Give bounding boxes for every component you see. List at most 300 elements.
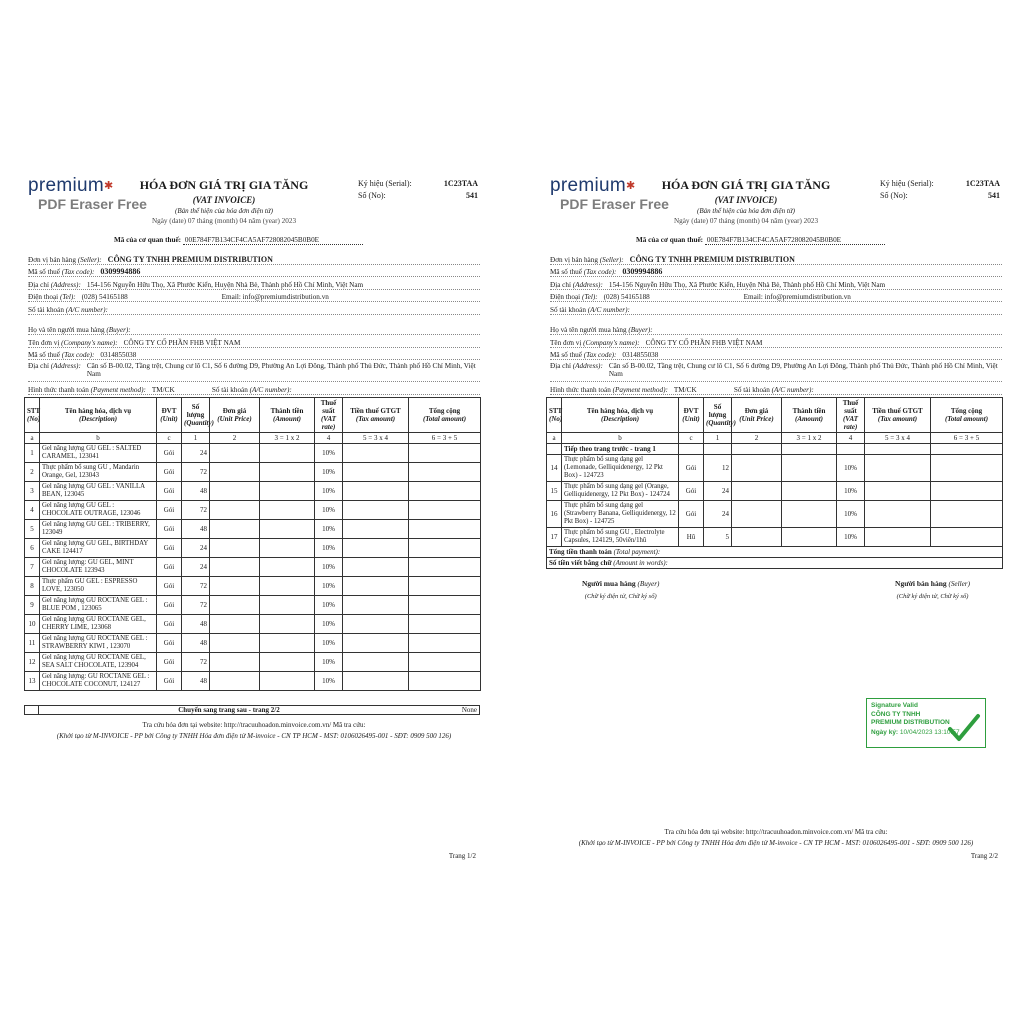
item-vat-rate: 10% bbox=[837, 454, 865, 481]
buyer-address-line bbox=[550, 360, 1002, 382]
item-total-amount bbox=[931, 500, 1003, 527]
item-description: Thực phẩm bổ sung GU , Electrolyte Capsules, 124129, 50viên/1hũ bbox=[562, 527, 679, 546]
table-header bbox=[25, 397, 481, 432]
item-unit-price bbox=[732, 481, 782, 500]
invoice-header bbox=[24, 170, 484, 250]
item-quantity: 48 bbox=[182, 671, 210, 690]
item-unit-price bbox=[210, 538, 260, 557]
seller-account-label-en: (A/C number): bbox=[65, 305, 108, 314]
seller-phone-label: Điện thoại bbox=[550, 293, 581, 301]
seller-section bbox=[24, 252, 484, 315]
item-vat-rate: 10% bbox=[315, 633, 343, 652]
item-tax-amount bbox=[343, 652, 409, 671]
table-row bbox=[25, 500, 481, 519]
seller-name: CÔNG TY TNHH PREMIUM DISTRIBUTION bbox=[629, 254, 795, 264]
item-amount bbox=[260, 633, 315, 652]
item-unit-price bbox=[210, 633, 260, 652]
signature-date: 10/04/2023 13:10:57 bbox=[899, 729, 960, 736]
item-no: 12 bbox=[25, 652, 40, 671]
item-unit: Gói bbox=[157, 462, 182, 481]
item-total-amount bbox=[409, 500, 481, 519]
buyer-person-label-en: (Buyer): bbox=[628, 326, 653, 334]
buyer-account-label: Số tài khoản bbox=[211, 385, 248, 394]
number-value: 541 bbox=[988, 191, 1000, 200]
continued-text: Tiếp theo trang trước - trang 1 bbox=[562, 443, 679, 454]
item-quantity: 5 bbox=[704, 527, 732, 546]
item-unit: Gói bbox=[157, 614, 182, 633]
col-description: Tên hàng hóa, dịch vụ (Description) bbox=[40, 397, 157, 432]
col-total-amount: Tổng cộng (Total amount) bbox=[409, 397, 481, 432]
buyer-address-label-en: (Address): bbox=[572, 362, 603, 370]
seller-address-label: Địa chỉ bbox=[28, 280, 49, 289]
buyer-sign-label-en: (Buyer) bbox=[637, 579, 660, 588]
title-block bbox=[94, 178, 354, 225]
item-description: Gel năng lượng GU ROCTANE GEL : BLUE POM , 123065 bbox=[40, 595, 157, 614]
item-no: 16 bbox=[547, 500, 562, 527]
seller-name-label: Đơn vị bán hàng bbox=[550, 255, 598, 264]
seller-tax-label: Mã số thuế bbox=[550, 268, 582, 276]
seller-account-label-en: (A/C number): bbox=[587, 305, 630, 314]
buyer-company-line bbox=[550, 335, 1002, 348]
seller-email: Email: info@premiumdistribution.vn bbox=[221, 293, 329, 301]
item-total-amount bbox=[931, 454, 1003, 481]
lookup-text: Tra cứu hóa đơn tại website: http://tracuuhoadon.minvoice.com.vn/ Mã tra cứu: bbox=[664, 828, 888, 836]
item-unit-price bbox=[210, 671, 260, 690]
item-total-amount bbox=[409, 595, 481, 614]
buyer-address: Căn số B-00.02, Tầng trệt, Chung cư lô C1, Số 6 đường D9, Phường An Lợi Đông, Thành phố Thủ Đức, Thành phố Hồ Chí Minh, Việt Nam bbox=[608, 362, 998, 378]
signature-valid-company: CÔNG TY TNHH PREMIUM DISTRIBUTION bbox=[871, 711, 950, 726]
item-unit: Gói bbox=[157, 500, 182, 519]
item-unit: Hũ bbox=[679, 527, 704, 546]
number-label: Số (No): bbox=[880, 191, 908, 200]
col-tax-amount: Tiền thuế GTGT (Tax amount) bbox=[865, 397, 931, 432]
seller-phone-label-en: (Tel): bbox=[581, 293, 598, 301]
item-unit: Gói bbox=[679, 481, 704, 500]
payment-method-label-en: (Payment method): bbox=[612, 385, 668, 394]
buyer-tax-line bbox=[550, 348, 1002, 361]
item-amount bbox=[260, 481, 315, 500]
col-quantity: Số lượng (Quantity) bbox=[182, 397, 210, 432]
buyer-tax-label-en: (Tax code): bbox=[583, 351, 617, 359]
item-description: Gel năng lượng GU GEL, BIRTHDAY CAKE 124417 bbox=[40, 538, 157, 557]
item-vat-rate: 10% bbox=[837, 527, 865, 546]
item-unit-price bbox=[210, 481, 260, 500]
buyer-tax-label: Mã số thuế bbox=[28, 351, 60, 359]
item-description: Gel năng lượng GU ROCTANE GEL, SEA SALT CHOCOLATE, 123904 bbox=[40, 652, 157, 671]
seller-phone-line bbox=[28, 290, 480, 303]
seller-signature bbox=[895, 579, 970, 600]
buyer-address-label: Địa chỉ bbox=[550, 362, 571, 370]
checkmark-icon bbox=[947, 713, 981, 743]
item-vat-rate: 10% bbox=[315, 481, 343, 500]
table-row bbox=[25, 652, 481, 671]
col-unit-price: Đơn giá (Unit Price) bbox=[732, 397, 782, 432]
item-total-amount bbox=[931, 481, 1003, 500]
item-no: 4 bbox=[25, 500, 40, 519]
buyer-person-label-en: (Buyer): bbox=[106, 326, 131, 334]
item-unit-price bbox=[210, 519, 260, 538]
buyer-payment-line bbox=[28, 382, 480, 395]
buyer-address-line bbox=[28, 360, 480, 382]
item-unit: Gói bbox=[157, 557, 182, 576]
item-quantity: 24 bbox=[182, 443, 210, 462]
seller-phone-label: Điện thoại bbox=[28, 293, 59, 301]
payment-method-label: Hình thức thanh toán bbox=[550, 385, 611, 394]
item-quantity: 72 bbox=[182, 595, 210, 614]
invoice-title: HÓA ĐƠN GIÁ TRỊ GIA TĂNG bbox=[139, 178, 309, 192]
buyer-section bbox=[24, 323, 484, 395]
total-payment-row bbox=[547, 546, 1003, 557]
item-tax-amount bbox=[865, 454, 931, 481]
payment-method: TM/CK bbox=[151, 385, 175, 394]
buyer-signature bbox=[582, 579, 659, 600]
payment-method-label-en: (Payment method): bbox=[90, 385, 146, 394]
item-total-amount bbox=[409, 652, 481, 671]
total-payment-label: Tổng tiền thanh toán bbox=[549, 547, 612, 556]
serial-block bbox=[358, 178, 478, 202]
buyer-address: Căn số B-00.02, Tầng trệt, Chung cư lô C1, Số 6 đường D9, Phường An Lợi Đông, Thành phố Thủ Đức, Thành phố Hồ Chí Minh, Việt Nam bbox=[86, 362, 476, 378]
item-tax-amount bbox=[343, 614, 409, 633]
item-vat-rate: 10% bbox=[315, 538, 343, 557]
seller-address-label-en: (Address): bbox=[572, 280, 603, 289]
page-number: Trang 2/2 bbox=[970, 852, 998, 860]
logo-brand: premium bbox=[550, 175, 627, 196]
item-tax-amount bbox=[343, 519, 409, 538]
carry-over-row bbox=[24, 705, 480, 715]
item-tax-amount bbox=[865, 481, 931, 500]
item-unit: Gói bbox=[157, 633, 182, 652]
item-quantity: 72 bbox=[182, 500, 210, 519]
item-amount bbox=[260, 462, 315, 481]
amount-words-label: Số tiền viết bằng chữ bbox=[549, 558, 612, 567]
item-quantity: 48 bbox=[182, 519, 210, 538]
seller-section bbox=[546, 252, 1006, 315]
item-no: 9 bbox=[25, 595, 40, 614]
item-no: 1 bbox=[25, 443, 40, 462]
item-unit: Gói bbox=[157, 671, 182, 690]
item-total-amount bbox=[409, 633, 481, 652]
item-unit-price bbox=[210, 576, 260, 595]
seller-name-label-en: (Seller): bbox=[77, 255, 102, 264]
table-row bbox=[25, 671, 481, 690]
item-description: Gel năng lượng GU GEL : VANILLA BEAN, 123045 bbox=[40, 481, 157, 500]
item-description: Thực phẩm bổ sung dạng gel (Strawberry Banana, Gelliquidenergy, 12 Pkt Box) - 124725 bbox=[562, 500, 679, 527]
invoice-title-en: (VAT INVOICE) bbox=[192, 195, 256, 205]
watermark-text: PDF Eraser Free bbox=[560, 196, 669, 212]
item-description: Gel năng lượng GU ROCTANE GEL, CHERRY LIME, 123068 bbox=[40, 614, 157, 633]
tax-authority-code bbox=[636, 236, 885, 245]
table-row bbox=[547, 481, 1003, 500]
item-description: Thực phẩm bổ sung GU , Mandarin Orange, Gel, 123043 bbox=[40, 462, 157, 481]
index-row: a b c 1 2 3 = 1 x 2 4 5 = 3 x 4 6 = 3 + 5 bbox=[547, 432, 1003, 443]
item-amount bbox=[260, 576, 315, 595]
table-row bbox=[547, 527, 1003, 546]
item-description: Gel năng lượng: GU GEL, MINT CHOCOLATE 123943 bbox=[40, 557, 157, 576]
item-tax-amount bbox=[343, 576, 409, 595]
seller-name-label: Đơn vị bán hàng bbox=[28, 255, 76, 264]
buyer-tax: 0314855038 bbox=[100, 351, 137, 359]
watermark-text: PDF Eraser Free bbox=[38, 196, 147, 212]
item-description: Gel năng lượng GU ROCTANE GEL : STRAWBERRY KIWI , 123070 bbox=[40, 633, 157, 652]
item-description: Thực phẩm bổ sung dạng gel (Orange, Gelliquidenergy, 12 Pkt Box) - 124724 bbox=[562, 481, 679, 500]
item-no: 13 bbox=[25, 671, 40, 690]
invoice-title: HÓA ĐƠN GIÁ TRỊ GIA TĂNG bbox=[661, 178, 831, 192]
seller-account-line bbox=[28, 302, 480, 315]
item-no: 17 bbox=[547, 527, 562, 546]
seller-sign-label-en: (Seller) bbox=[948, 579, 970, 588]
item-vat-rate: 10% bbox=[315, 576, 343, 595]
serial-label: Ký hiệu (Serial): bbox=[358, 179, 412, 188]
item-description: Gel năng lượng GU GEL : TRIBERRY, 123049 bbox=[40, 519, 157, 538]
seller-address: 154-156 Nguyễn Hữu Thọ, Xã Phước Kiển, Huyện Nhà Bè, Thành phố Hồ Chí Minh, Việt Nam bbox=[608, 280, 886, 289]
buyer-company-label-en: (Company's name): bbox=[61, 338, 118, 347]
buyer-company: CÔNG TY CỔ PHẦN FHB VIỆT NAM bbox=[645, 338, 763, 347]
signature-area bbox=[546, 579, 1006, 600]
item-tax-amount bbox=[343, 481, 409, 500]
invoice-subtitle: (Bản thể hiện của hóa đơn điện tử) bbox=[175, 207, 273, 215]
item-unit-price bbox=[210, 462, 260, 481]
item-amount bbox=[782, 454, 837, 481]
buyer-company: CÔNG TY CỔ PHẦN FHB VIỆT NAM bbox=[123, 338, 241, 347]
item-no: 2 bbox=[25, 462, 40, 481]
item-total-amount bbox=[931, 527, 1003, 546]
item-amount bbox=[260, 557, 315, 576]
invoice-title-en: (VAT INVOICE) bbox=[714, 195, 778, 205]
seller-sign-label: Người bán hàng bbox=[895, 578, 947, 588]
tax-authority-value: 00E784F7B134CF4CA5AF728082045B0B0E bbox=[705, 236, 885, 245]
carry-over-value: None bbox=[461, 705, 477, 714]
table-row bbox=[25, 614, 481, 633]
item-quantity: 72 bbox=[182, 462, 210, 481]
item-total-amount bbox=[409, 481, 481, 500]
serial-label: Ký hiệu (Serial): bbox=[880, 179, 934, 188]
item-unit-price bbox=[210, 595, 260, 614]
table-row bbox=[25, 576, 481, 595]
seller-phone: (028) 54165188 bbox=[81, 293, 128, 301]
item-unit: Gói bbox=[157, 481, 182, 500]
col-stt: STT (No) bbox=[547, 397, 562, 432]
item-vat-rate: 10% bbox=[315, 595, 343, 614]
seller-account-label: Số tài khoản bbox=[28, 305, 64, 314]
item-total-amount bbox=[409, 671, 481, 690]
seller-name: CÔNG TY TNHH PREMIUM DISTRIBUTION bbox=[107, 254, 273, 264]
invoice-date: Ngày (date) 07 tháng (month) 04 năm (year) 2023 bbox=[673, 217, 819, 225]
continued-row bbox=[547, 443, 1003, 454]
buyer-tax-label-en: (Tax code): bbox=[61, 351, 95, 359]
item-tax-amount bbox=[865, 527, 931, 546]
item-amount bbox=[260, 614, 315, 633]
signature-date-label: Ngày ký: bbox=[871, 729, 899, 736]
item-description: Gel năng lượng: GU ROCTANE GEL : CHOCOLATE COCONUT, 124127 bbox=[40, 671, 157, 690]
buyer-tax: 0314855038 bbox=[622, 351, 659, 359]
item-no: 7 bbox=[25, 557, 40, 576]
buyer-account-label: Số tài khoản bbox=[733, 385, 770, 394]
item-vat-rate: 10% bbox=[837, 481, 865, 500]
item-no: 5 bbox=[25, 519, 40, 538]
seller-tax: 0309994886 bbox=[622, 267, 663, 276]
col-unit: ĐVT (Unit) bbox=[679, 397, 704, 432]
invoice-header bbox=[546, 170, 1006, 250]
buyer-person-line bbox=[550, 323, 1002, 336]
item-unit-price bbox=[732, 500, 782, 527]
title-block bbox=[616, 178, 876, 225]
col-unit: ĐVT (Unit) bbox=[157, 397, 182, 432]
item-tax-amount bbox=[343, 633, 409, 652]
tax-authority-label: Mã của cơ quan thuế: bbox=[636, 236, 704, 244]
item-total-amount bbox=[409, 557, 481, 576]
provider-text: (Khởi tạo từ M-INVOICE - PP bởi Công ty TNHH Hóa đơn điện tử M-invoice - CN TP HCM - MST: 0106026495-001 - SĐT: 0909 500 126) bbox=[578, 839, 974, 847]
col-amount: Thành tiền (Amount) bbox=[260, 397, 315, 432]
item-quantity: 72 bbox=[182, 576, 210, 595]
amount-words-label-en: (Amount in words): bbox=[613, 558, 668, 567]
seller-tax-label: Mã số thuế bbox=[28, 268, 60, 276]
item-total-amount bbox=[409, 538, 481, 557]
item-amount bbox=[782, 527, 837, 546]
item-no: 10 bbox=[25, 614, 40, 633]
seller-name-line bbox=[28, 252, 480, 265]
items-table bbox=[24, 397, 481, 691]
item-quantity: 48 bbox=[182, 481, 210, 500]
buyer-company-label: Tên đơn vị bbox=[28, 338, 60, 347]
item-amount bbox=[782, 481, 837, 500]
table-row bbox=[25, 462, 481, 481]
item-description: Gel năng lượng GU GEL : CHOCOLATE OUTRAGE, 123046 bbox=[40, 500, 157, 519]
item-unit-price bbox=[732, 527, 782, 546]
item-unit: Gói bbox=[157, 576, 182, 595]
item-unit-price bbox=[210, 443, 260, 462]
col-amount: Thành tiền (Amount) bbox=[782, 397, 837, 432]
seller-address-label: Địa chỉ bbox=[550, 280, 571, 289]
tax-authority-value: 00E784F7B134CF4CA5AF728082045B0B0E bbox=[183, 236, 363, 245]
item-amount bbox=[260, 443, 315, 462]
item-quantity: 24 bbox=[704, 481, 732, 500]
col-vat-rate: Thuế suất (VAT rate) bbox=[837, 397, 865, 432]
seller-phone: (028) 54165188 bbox=[603, 293, 650, 301]
item-tax-amount bbox=[343, 595, 409, 614]
item-unit-price bbox=[210, 557, 260, 576]
item-description: Thực phẩm bổ sung dạng gel (Lemonade, Gelliquidenergy, 12 Pkt Box) - 124723 bbox=[562, 454, 679, 481]
item-amount bbox=[260, 671, 315, 690]
item-vat-rate: 10% bbox=[315, 614, 343, 633]
buyer-company-line bbox=[28, 335, 480, 348]
col-stt: STT (No) bbox=[25, 397, 40, 432]
seller-name-label-en: (Seller): bbox=[599, 255, 624, 264]
item-tax-amount bbox=[343, 671, 409, 690]
item-unit-price bbox=[732, 454, 782, 481]
tax-authority-label: Mã của cơ quan thuế: bbox=[114, 236, 182, 244]
buyer-sign-label: Người mua hàng bbox=[582, 578, 636, 588]
buyer-account-label-en: (A/C number): bbox=[249, 385, 292, 394]
col-description: Tên hàng hóa, dịch vụ (Description) bbox=[562, 397, 679, 432]
buyer-payment-line bbox=[550, 382, 1002, 395]
number-value: 541 bbox=[466, 191, 478, 200]
item-quantity: 24 bbox=[182, 557, 210, 576]
item-total-amount bbox=[409, 576, 481, 595]
col-vat-rate: Thuế suất (VAT rate) bbox=[315, 397, 343, 432]
table-row bbox=[25, 538, 481, 557]
buyer-person-line bbox=[28, 323, 480, 336]
seller-phone-line bbox=[550, 290, 1002, 303]
item-amount bbox=[782, 500, 837, 527]
item-tax-amount bbox=[865, 500, 931, 527]
item-tax-amount bbox=[343, 443, 409, 462]
buyer-section bbox=[546, 323, 1006, 395]
item-tax-amount bbox=[343, 462, 409, 481]
seller-address-line bbox=[28, 277, 480, 290]
item-description: Gel năng lượng GU GEL : SALTED CARAMEL, 123041 bbox=[40, 443, 157, 462]
lookup-text: Tra cứu hóa đơn tại website: http://tracuuhoadon.minvoice.com.vn/ Mã tra cứu: bbox=[142, 720, 366, 729]
serial-block bbox=[880, 178, 1000, 202]
item-vat-rate: 10% bbox=[315, 500, 343, 519]
seller-address-line bbox=[550, 277, 1002, 290]
item-no: 3 bbox=[25, 481, 40, 500]
amount-words-row bbox=[547, 557, 1003, 568]
item-unit: Gói bbox=[157, 538, 182, 557]
table-header bbox=[547, 397, 1003, 432]
buyer-address-label-en: (Address): bbox=[50, 362, 81, 370]
tax-authority-code bbox=[114, 236, 363, 245]
item-amount bbox=[260, 652, 315, 671]
items-table bbox=[546, 397, 1003, 569]
seller-sign-note: (Chữ ký điện tử, Chữ ký số) bbox=[896, 592, 969, 600]
seller-tax-label-en: (Tax code): bbox=[583, 268, 617, 276]
provider-text: (Khởi tạo từ M-INVOICE - PP bởi Công ty TNHH Hóa đơn điện tử M-invoice - CN TP HCM - MST: 0106026495-001 - SĐT: 0909 500 126) bbox=[56, 731, 452, 740]
item-no: 6 bbox=[25, 538, 40, 557]
logo-star-icon: ✱ bbox=[104, 180, 114, 192]
item-total-amount bbox=[409, 462, 481, 481]
item-unit-price bbox=[210, 614, 260, 633]
item-vat-rate: 10% bbox=[315, 462, 343, 481]
item-quantity: 48 bbox=[182, 633, 210, 652]
seller-tax-label-en: (Tax code): bbox=[61, 268, 95, 276]
signature-valid-stamp bbox=[866, 698, 986, 748]
seller-tax-line bbox=[550, 265, 1002, 278]
item-no: 15 bbox=[547, 481, 562, 500]
item-unit: Gói bbox=[679, 500, 704, 527]
index-row: a b c 1 2 3 = 1 x 2 4 5 = 3 x 4 6 = 3 + 5 bbox=[25, 432, 481, 443]
item-vat-rate: 10% bbox=[315, 652, 343, 671]
payment-method-label: Hình thức thanh toán bbox=[28, 385, 89, 394]
item-amount bbox=[260, 595, 315, 614]
table-row bbox=[547, 454, 1003, 481]
invoice-page-1 bbox=[24, 170, 484, 870]
buyer-company-label-en: (Company's name): bbox=[583, 338, 640, 347]
item-unit: Gói bbox=[157, 443, 182, 462]
page-number: Trang 1/2 bbox=[448, 852, 476, 860]
table-row bbox=[25, 595, 481, 614]
item-tax-amount bbox=[343, 538, 409, 557]
item-no: 8 bbox=[25, 576, 40, 595]
item-tax-amount bbox=[343, 500, 409, 519]
item-quantity: 24 bbox=[704, 500, 732, 527]
logo-brand: premium bbox=[28, 175, 105, 196]
invoice-date: Ngày (date) 07 tháng (month) 04 năm (year) 2023 bbox=[151, 217, 297, 225]
item-quantity: 24 bbox=[182, 538, 210, 557]
item-vat-rate: 10% bbox=[837, 500, 865, 527]
item-amount bbox=[260, 538, 315, 557]
seller-address: 154-156 Nguyễn Hữu Thọ, Xã Phước Kiển, Huyện Nhà Bè, Thành phố Hồ Chí Minh, Việt Nam bbox=[86, 280, 364, 289]
item-unit-price bbox=[210, 500, 260, 519]
buyer-person-label: Họ và tên người mua hàng bbox=[550, 326, 627, 334]
item-vat-rate: 10% bbox=[315, 671, 343, 690]
table-row bbox=[25, 557, 481, 576]
invoice-subtitle: (Bản thể hiện của hóa đơn điện tử) bbox=[697, 207, 795, 215]
seller-account-line bbox=[550, 302, 1002, 315]
seller-account-label: Số tài khoản bbox=[550, 305, 586, 314]
item-quantity: 48 bbox=[182, 614, 210, 633]
buyer-company-label: Tên đơn vị bbox=[550, 338, 582, 347]
item-vat-rate: 10% bbox=[315, 443, 343, 462]
